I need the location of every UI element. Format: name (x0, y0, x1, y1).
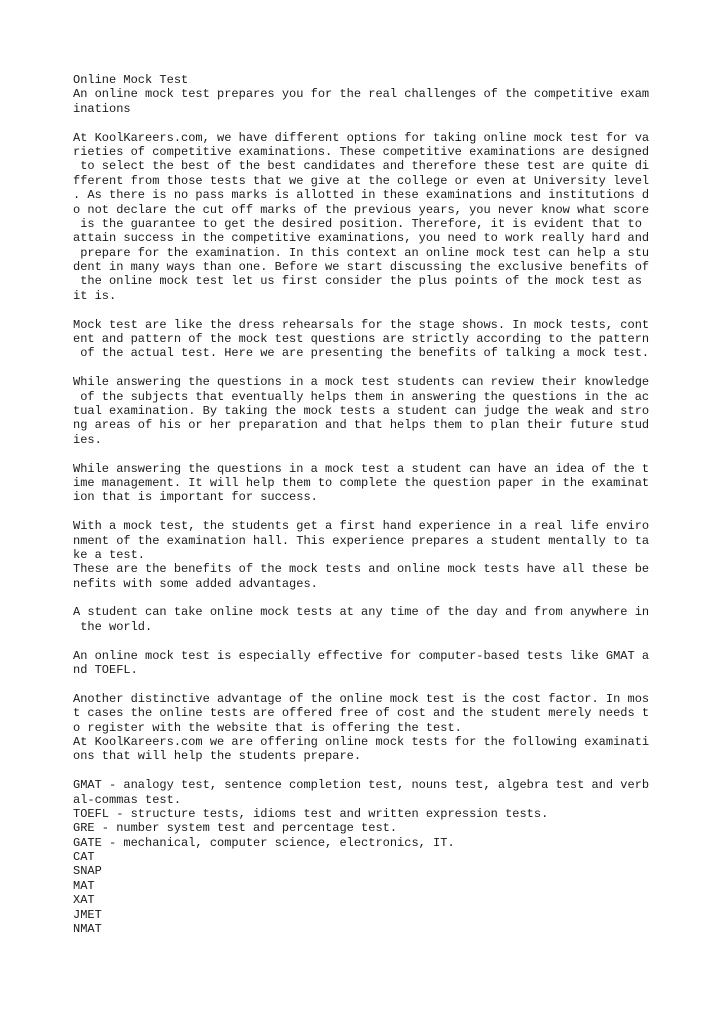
text-line: At KoolKareers.com, we have different options for taking online mock test for va (73, 130, 650, 145)
text-line: GATE - mechanical, computer science, electronics, IT. (73, 835, 455, 850)
text-line: inations (73, 101, 131, 116)
text-line (73, 591, 663, 605)
text-line: is the guarantee to get the desired position. Therefore, it is evident that to (73, 216, 642, 231)
text-line: ng areas of his or her preparation and that helps them to plan their future stud (73, 418, 650, 433)
text-line: GRE - number system test and percentage test. (73, 821, 398, 836)
text-line (73, 447, 663, 461)
text-line: of the subjects that eventually helps them in answering the questions in the ac (73, 389, 650, 404)
text-line: MAT (73, 878, 95, 893)
text-line: ent and pattern of the mock test questions are strictly according to the pattern (73, 332, 650, 347)
text-line: ion that is important for success. (73, 490, 318, 505)
text-line: ime management. It will help them to complete the question paper in the examinat (73, 475, 650, 490)
text-line: the online mock test let us first consider the plus points of the mock test as (73, 274, 642, 289)
text-line: . As there is no pass marks is allotted in these examinations and institutions d (73, 188, 650, 203)
text-line: A student can take online mock tests at any time of the day and from anywhere in (73, 605, 650, 620)
text-line: t cases the online tests are offered free of cost and the student merely needs t (73, 706, 650, 721)
text-line: JMET (73, 907, 102, 922)
text-line (73, 764, 663, 778)
text-line (73, 505, 663, 519)
text-line: NMAT (73, 922, 102, 937)
text-line: While answering the questions in a mock test a student can have an idea of the t (73, 461, 650, 476)
text-line: fferent from those tests that we give at the college or even at University level (73, 173, 650, 188)
text-line: TOEFL - structure tests, idioms test and written expression tests. (73, 806, 549, 821)
text-line: tual examination. By taking the mock tests a student can judge the weak and stro (73, 403, 650, 418)
text-line: An online mock test is especially effective for computer-based tests like GMAT a (73, 648, 650, 663)
text-line: Online Mock Test (73, 73, 189, 87)
text-line: CAT (73, 850, 95, 865)
text-line: to select the best of the best candidates and therefore these test are quite di (73, 159, 650, 174)
text-line (73, 303, 663, 317)
text-line: it is. (73, 288, 117, 303)
text-line: ies. (73, 432, 102, 447)
text-line: dent in many ways than one. Before we start discussing the exclusive benefits of (73, 260, 650, 275)
text-line: XAT (73, 893, 95, 908)
text-line (73, 116, 663, 130)
document-text (73, 73, 663, 936)
text-line: attain success in the competitive examinations, you need to work really hard and (73, 231, 650, 246)
text-line: Mock test are like the dress rehearsals for the stage shows. In mock tests, cont (73, 317, 650, 332)
text-line: nment of the examination hall. This experience prepares a student mentally to ta (73, 533, 650, 548)
text-line: GMAT - analogy test, sentence completion test, nouns test, algebra test and verb (73, 778, 650, 793)
text-line: nd TOEFL. (73, 663, 138, 678)
text-line: Another distinctive advantage of the online mock test is the cost factor. In mos (73, 691, 650, 706)
text-line: ons that will help the students prepare. (73, 749, 362, 764)
text-line: With a mock test, the students get a first hand experience in a real life enviro (73, 519, 650, 534)
text-line (73, 634, 663, 648)
text-line: SNAP (73, 864, 102, 879)
text-line: rieties of competitive examinations. These competitive examinations are designed (73, 144, 650, 159)
text-line: An online mock test prepares you for the real challenges of the competitive exam (73, 87, 650, 102)
text-line: prepare for the examination. In this context an online mock test can help a stu (73, 245, 650, 260)
text-line: nefits with some added advantages. (73, 576, 318, 591)
text-line: of the actual test. Here we are presenting the benefits of talking a mock test. (73, 346, 650, 361)
text-line (73, 677, 663, 691)
text-line (73, 361, 663, 375)
text-line: While answering the questions in a mock test students can review their knowledge (73, 375, 650, 390)
text-line: the world. (73, 619, 153, 634)
text-line: o register with the website that is offering the test. (73, 720, 462, 735)
text-line: These are the benefits of the mock tests and online mock tests have all these be (73, 562, 650, 577)
text-line: At KoolKareers.com we are offering online mock tests for the following examinati (73, 734, 650, 749)
text-line: o not declare the cut off marks of the previous years, you never know what score (73, 202, 650, 217)
text-line: ke a test. (73, 547, 146, 562)
text-line: al-commas test. (73, 792, 182, 807)
